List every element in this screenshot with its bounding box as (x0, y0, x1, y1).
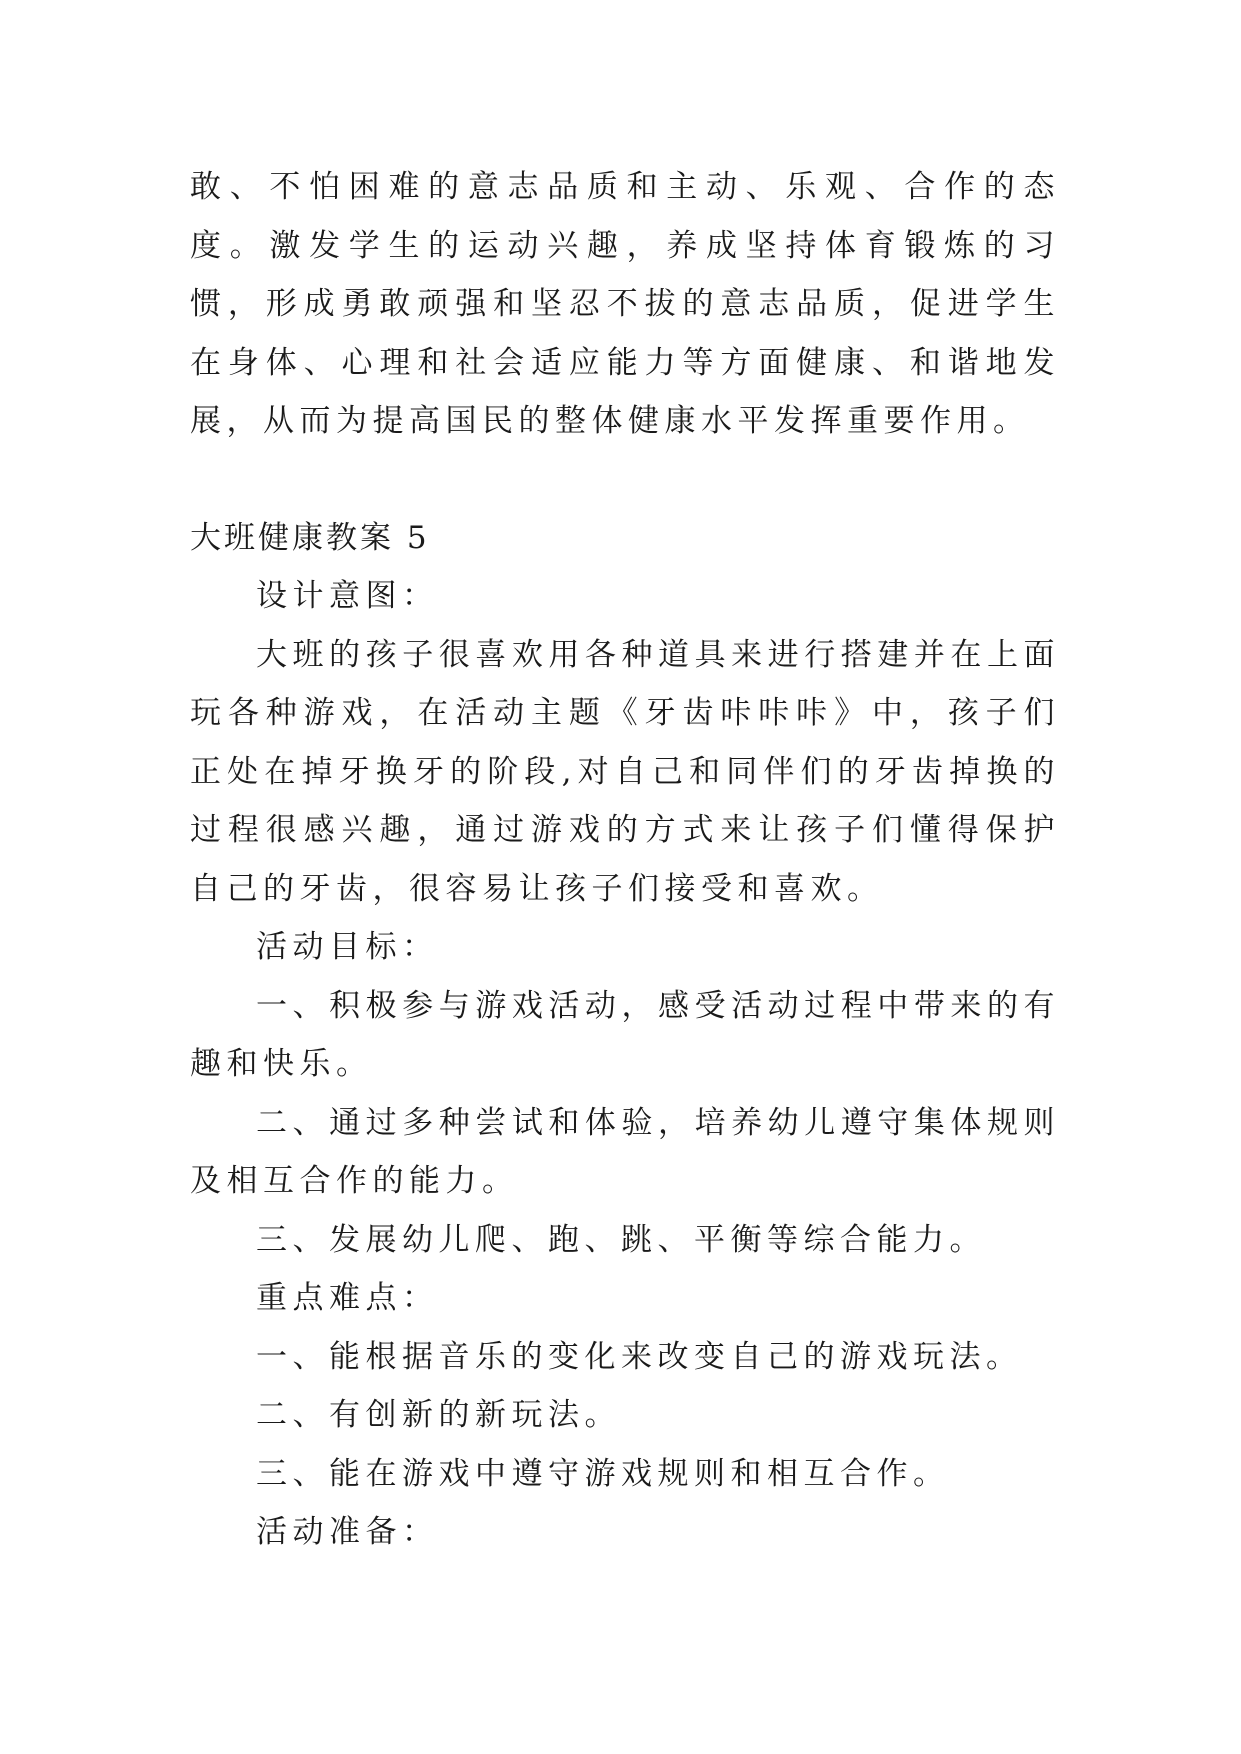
continuation-paragraph: 敢、不怕困难的意志品质和主动、乐观、合作的态度。激发学生的运动兴趣，养成坚持体育锻炼的习惯，形成勇敢顽强和坚忍不拔的意志品质，促进学生在身体、心理和社会适应能力等方面健康、和谐地发展，从而为提高国民的整体健康水平发挥重要作用。 (190, 169, 1060, 439)
key-points-label: 重点难点： (256, 1280, 439, 1316)
goal-item-3: 三、发展幼儿爬、跑、跳、平衡等综合能力。 (256, 1221, 986, 1258)
section-gap (190, 451, 1060, 509)
document-body (190, 158, 1060, 1562)
section-title: 大班健康教案 5 (190, 519, 430, 556)
key-point-item-1: 一、能根据音乐的变化来改变自己的游戏玩法。 (256, 1338, 1023, 1375)
goal-item-1: 一、积极参与游戏活动，感受活动过程中带来的有趣和快乐。 (190, 987, 1060, 1082)
goal-item-2: 二、通过多种尝试和体验，培养幼儿遵守集体规则及相互合作的能力。 (190, 1104, 1060, 1199)
preparation-label: 活动准备： (256, 1514, 439, 1550)
design-intent-label: 设计意图： (256, 578, 439, 614)
key-point-item-3: 三、能在游戏中遵守游戏规则和相互合作。 (256, 1455, 950, 1492)
goals-label: 活动目标： (256, 929, 439, 965)
key-point-item-2: 二、有创新的新玩法。 (256, 1397, 621, 1433)
design-intent-text: 大班的孩子很喜欢用各种道具来进行搭建并在上面玩各种游戏，在活动主题《牙齿咔咔咔》中，孩子们正处在掉牙换牙的阶段,对自己和同伴们的牙齿掉换的过程很感兴趣，通过游戏的方式来让孩子们懂得保护自己的牙齿，很容易让孩子们接受和喜欢。 (190, 636, 1060, 907)
